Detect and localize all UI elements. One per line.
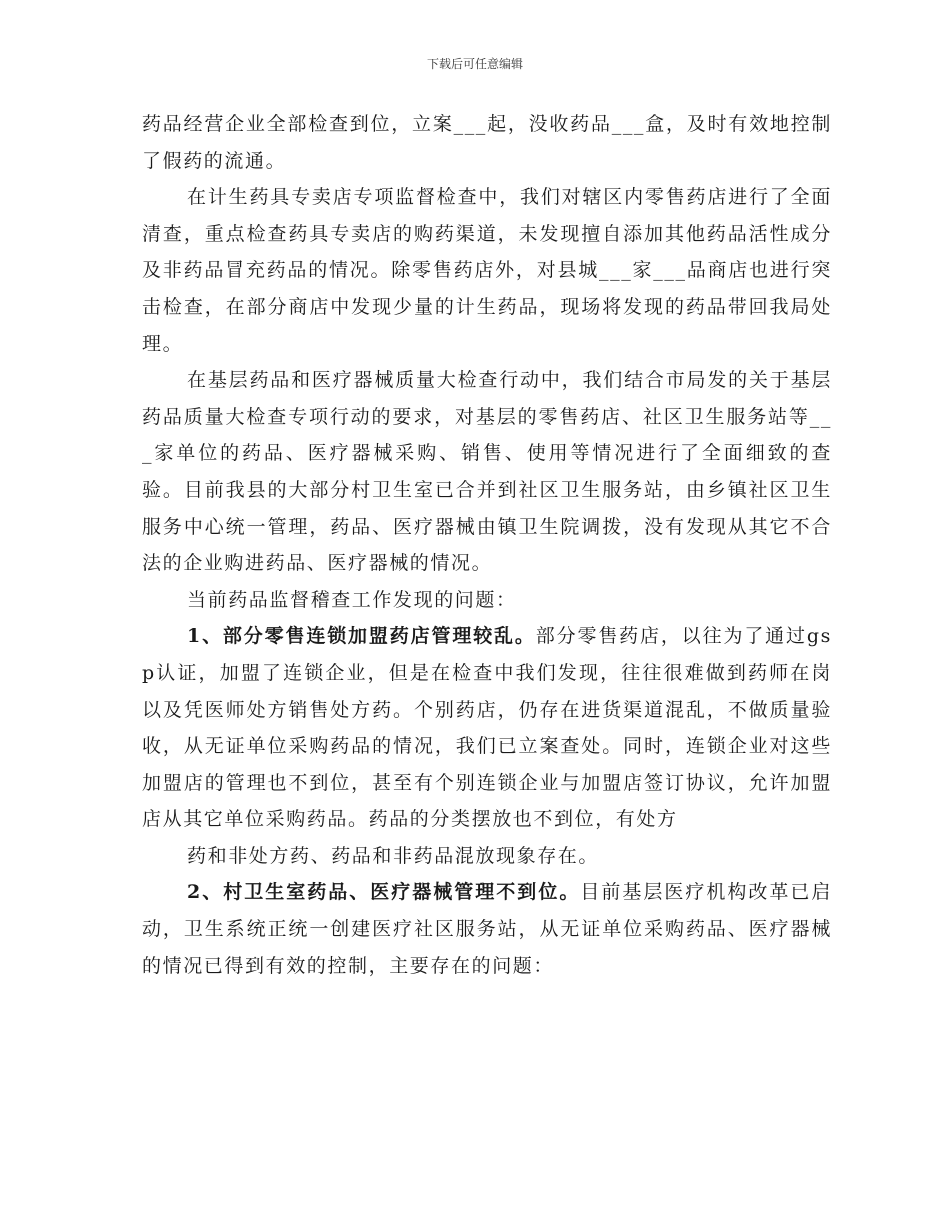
paragraph-7: [142, 874, 832, 984]
section-heading-1: 1、部分零售连锁加盟药店管理较乱。: [187, 625, 536, 648]
paragraph-3: 在基层药品和医疗器械质量大检查行动中，我们结合市局发的关于基层药品质量大检查专项行动的要求，对基层的零售药店、社区卫生服务站等___家单位的药品、医疗器械采购、销售、使用等情况进行了全面细致的查验。目前我县的大部分村卫生室已合并到社区卫生服务站，由乡镇社区卫生服务中心统一管理，药品、医疗器械由镇卫生院调拨，没有发现从其它不合法的企业购进药品、医疗器械的情况。: [142, 369, 832, 575]
paragraph-4: 当前药品监督稽查工作发现的问题：: [187, 588, 517, 611]
paragraph-6: 药和非处方药、药品和非药品混放现象存在。: [187, 844, 600, 867]
document-body: [142, 106, 832, 984]
paragraph-5-text: 部分零售药店，以往为了通过gsp认证，加盟了连锁企业，但是在检查中我们发现，往往很难做到药师在岗以及凭医师处方销售处方药。个别药店，仍存在进货渠道混乱，不做质量验收，从无证单位采购药品的情况，我们已立案查处。同时，连锁企业对这些加盟店的管理也不到位，甚至有个别连锁企业与加盟店签订协议，允许加盟店从其它单位采购药品。药品的分类摆放也不到位，有处方: [142, 625, 832, 831]
page-header: 下载后可任意编辑: [426, 57, 523, 71]
paragraph-5: [142, 618, 832, 838]
paragraph-2: 在计生药具专卖店专项监督检查中，我们对辖区内零售药店进行了全面清查，重点检查药具专卖店的购药渠道，未发现擅自添加其他药品活性成分及非药品冒充药品的情况。除零售药店外，对县城___家___品商店也进行突击检查，在部分商店中发现少量的计生药品，现场将发现的药品带回我局处理。: [142, 186, 832, 355]
section-heading-2: 2、村卫生室药品、医疗器械管理不到位。: [187, 881, 581, 904]
paragraph-7-text: 目前基层医疗机构改革已启动，卫生系统正统一创建医疗社区服务站，从无证单位采购药品、医疗器械的情况已得到有效的控制，主要存在的问题：: [142, 881, 833, 977]
paragraph-1: 药品经营企业全部检查到位，立案___起，没收药品___盒，及时有效地控制了假药的流通。: [142, 113, 832, 172]
